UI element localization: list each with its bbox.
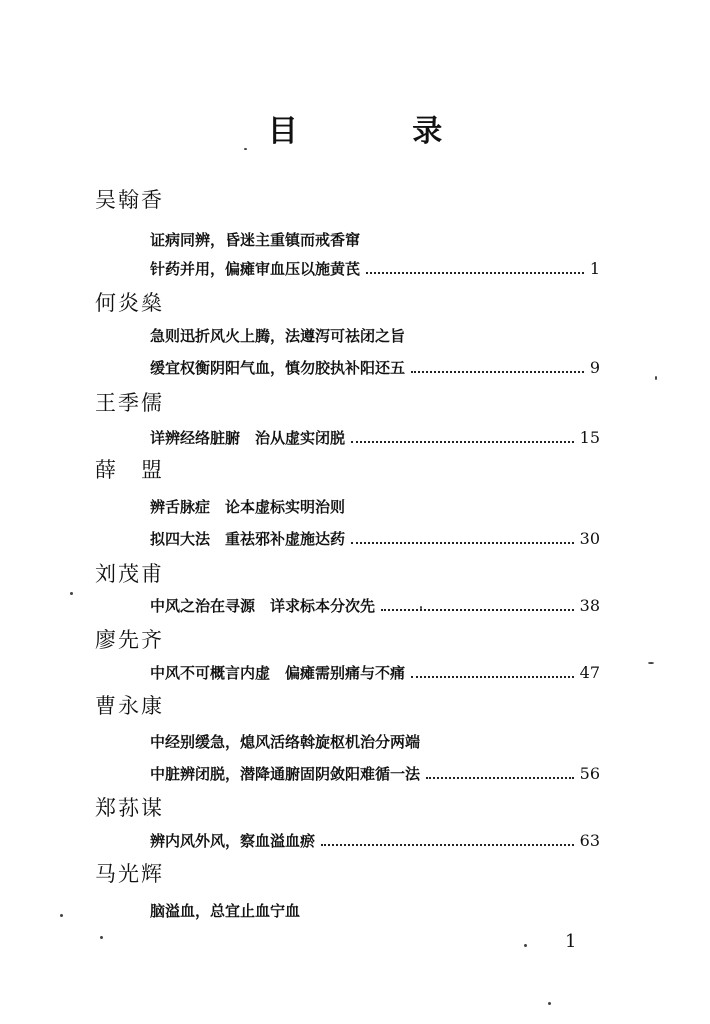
leader-dots <box>381 609 574 611</box>
toc-entry[interactable] <box>150 899 600 923</box>
page-number: 1 <box>565 931 577 952</box>
toc-entry[interactable] <box>150 495 600 519</box>
scan-speck <box>548 1002 551 1005</box>
toc-entry-page: 56 <box>579 764 600 783</box>
toc-author: 刘茂甫 <box>95 562 164 586</box>
leader-dots <box>321 844 574 846</box>
toc-entry[interactable] <box>150 829 600 853</box>
scan-speck <box>655 376 657 380</box>
toc-entry-title: 脑溢血，总宜止血宁血 <box>150 902 301 920</box>
toc-author: 何炎燊 <box>95 291 164 315</box>
toc-author: 薛 盟 <box>95 458 164 482</box>
toc-entry[interactable] <box>150 426 600 450</box>
toc-author: 吴翰香 <box>95 188 164 212</box>
toc-entry-title: 辨内风外风，察血溢血瘀 <box>150 832 316 850</box>
toc-entry[interactable] <box>150 228 600 252</box>
toc-entry-title: 中脏辨闭脱，潜降通腑固阴敛阳难循一法 <box>150 765 421 783</box>
toc-entry[interactable] <box>150 324 600 348</box>
scan-speck <box>70 592 73 595</box>
toc-author: 曹永康 <box>95 694 164 718</box>
leader-dots <box>411 676 574 678</box>
leader-dots <box>351 441 574 443</box>
toc-entry-page: 9 <box>589 358 600 377</box>
toc-entry-title: 证病同辨，昏迷主重镇而戒香窜 <box>150 231 361 249</box>
scan-speck <box>100 936 103 939</box>
toc-entry-title: 缓宜权衡阴阳气血，慎勿胶执补阳还五 <box>150 359 406 377</box>
toc-entry-page: 47 <box>579 663 600 682</box>
toc-entry[interactable] <box>150 762 600 786</box>
toc-entry-page: 30 <box>579 529 600 548</box>
leader-dots <box>426 777 574 779</box>
toc-entry-title: 拟四大法 重祛邪补虚施达药 <box>150 530 346 548</box>
scan-speck <box>420 606 422 609</box>
toc-entry[interactable] <box>150 661 600 685</box>
page-title: 目 录 <box>267 114 495 149</box>
leader-dots <box>411 371 584 373</box>
toc-entry-page: 1 <box>589 259 600 278</box>
scan-speck <box>524 944 527 947</box>
leader-dots <box>351 542 574 544</box>
toc-entry-page: 15 <box>579 428 600 447</box>
toc-entry-title: 详辨经络脏腑 治从虚实闭脱 <box>150 429 346 447</box>
toc-entry[interactable] <box>150 730 600 754</box>
leader-dots <box>366 272 584 274</box>
toc-entry[interactable] <box>150 257 600 281</box>
scan-speck <box>60 914 63 917</box>
scan-speck <box>648 662 654 664</box>
toc-entry-page: 38 <box>579 596 600 615</box>
toc-entry-title: 急则迅折风火上腾，法遵泻可祛闭之旨 <box>150 327 406 345</box>
toc-entry-page: 63 <box>579 831 600 850</box>
toc-entry-title: 中风之治在寻源 详求标本分次先 <box>150 597 376 615</box>
toc-entry-title: 辨舌脉症 论本虚标实明治则 <box>150 498 346 516</box>
toc-entry-title: 中经别缓急，熄风活络斡旋枢机治分两端 <box>150 733 421 751</box>
toc-author: 郑荪谋 <box>95 796 164 820</box>
toc-author: 廖先齐 <box>95 628 164 652</box>
toc-author: 马光辉 <box>95 862 164 886</box>
toc-entry-title: 针药并用，偏瘫审血压以施黄芪 <box>150 260 361 278</box>
toc-entry[interactable] <box>150 527 600 551</box>
toc-entry[interactable] <box>150 594 600 618</box>
toc-author: 王季儒 <box>95 391 164 415</box>
scan-speck <box>244 148 247 150</box>
toc-entry-title: 中风不可概言内虚 偏瘫需别痛与不痛 <box>150 664 406 682</box>
toc-entry[interactable] <box>150 356 600 380</box>
